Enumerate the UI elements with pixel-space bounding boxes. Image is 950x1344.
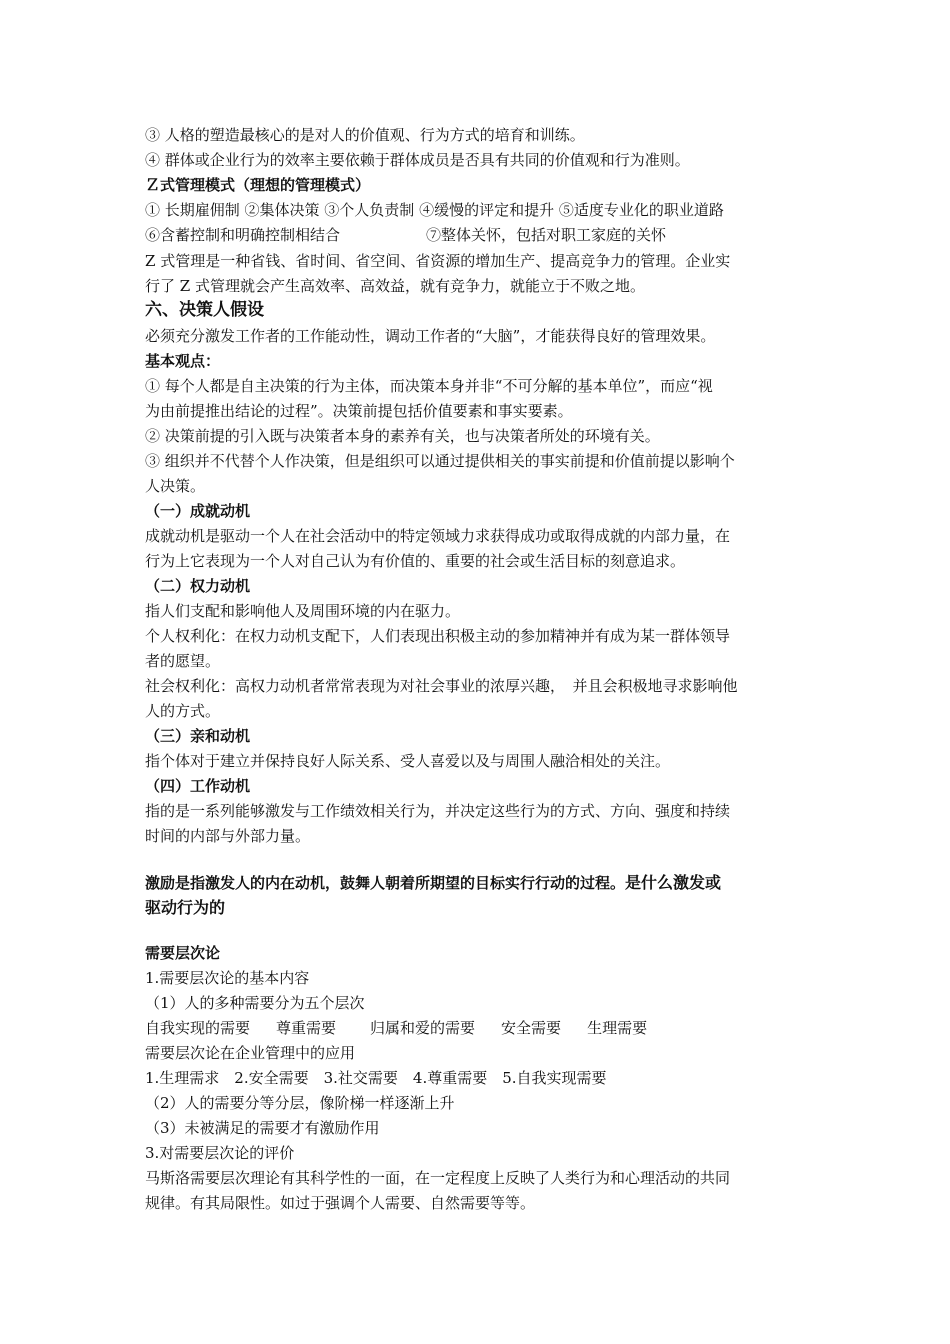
text-line: ① 每个人都是自主决策的行为主体，而决策本身并非“不可分解的基本单位”，而应“视 [145, 377, 713, 395]
subsection-heading: 基本观点： [145, 352, 221, 370]
text-line: ③ 组织并不代替个人作决策，但是组织可以通过提供相关的事实前提和价值前提以影响个 [145, 452, 735, 470]
text-line: 成就动机是驱动一个人在社会活动中的特定领域力求获得成功或取得成就的内部力量，在 [145, 527, 731, 545]
need-level: 自我实现的需要 [145, 1019, 251, 1037]
emphasis-line [145, 873, 815, 895]
text-line: 行了 Z 式管理就会产生高效率、高效益，就有竞争力，就能立于不败之地。 [145, 277, 645, 295]
text-line: 指人们支配和影响他人及周围环境的内在驱力。 [145, 602, 461, 620]
emphasis-line: 驱动行为的 [145, 898, 226, 917]
section-heading: 六、决策人假设 [145, 300, 264, 320]
text-line: 社会权利化：高权力动机者常常表现为对社会事业的浓厚兴趣， 并且会积极地寻求影响他 [145, 677, 738, 695]
text-line: （1）人的多种需要分为五个层次 [145, 994, 365, 1012]
subsection-heading: （三）亲和动机 [145, 727, 251, 745]
need-level: 安全需要 [501, 1019, 562, 1037]
text-line: ① 长期雇佣制 ②集体决策 ③个人负责制 ④缓慢的评定和提升 ⑤适度专业化的职业道路 [145, 201, 724, 219]
text-line [145, 225, 815, 247]
text-line: 指的是一系列能够激发与工作绩效相关行为，并决定这些行为的方式、方向、强度和持续 [145, 802, 731, 820]
need-level: 归属和爱的需要 [370, 1019, 476, 1037]
text-line: 1.需要层次论的基本内容 [145, 969, 310, 987]
text-span: ⑦整体关怀，包括对职工家庭的关怀 [426, 226, 667, 244]
text-line: （3）未被满足的需要才有激励作用 [145, 1119, 380, 1137]
text-line: 规律。有其局限性。如过于强调个人需要、自然需要等等。 [145, 1194, 536, 1212]
text-line: 1.生理需求 2.安全需要 3.社交需要 4.尊重需要 5.自我实现需要 [145, 1069, 607, 1087]
text-line: 需要层次论在企业管理中的应用 [145, 1044, 356, 1062]
text-line: 行为上它表现为一个人对自己认为有价值的、重要的社会或生活目标的刻意追求。 [145, 552, 686, 570]
text-line: Z 式管理是一种省钱、省时间、省空间、省资源的增加生产、提高竞争力的管理。企业实 [145, 252, 731, 270]
text-line: 人决策。 [145, 477, 206, 495]
text-line: ④ 群体或企业行为的效率主要依赖于群体成员是否具有共同的价值观和行为准则。 [145, 151, 690, 169]
text-line: 3.对需要层次论的评价 [145, 1144, 295, 1162]
need-level: 生理需要 [587, 1019, 648, 1037]
text-line: 时间的内部与外部力量。 [145, 827, 311, 845]
text-line: 人的方式。 [145, 702, 221, 720]
need-level: 尊重需要 [276, 1019, 337, 1037]
subsection-heading: （一）成就动机 [145, 502, 251, 520]
text-line: ③ 人格的塑造最核心的是对人的价值观、行为方式的培育和训练。 [145, 126, 585, 144]
text-line: 为由前提推出结论的过程”。决策前提包括价值要素和事实要素。 [145, 402, 573, 420]
section-heading: 需要层次论 [145, 944, 221, 962]
subsection-heading: （四）工作动机 [145, 777, 251, 795]
section-heading: Ｚ式管理模式（理想的管理模式） [145, 176, 371, 194]
text-line: （2）人的需要分等分层，像阶梯一样逐渐上升 [145, 1094, 455, 1112]
text-span: ⑥含蓄控制和明确控制相结合 [145, 226, 341, 244]
text-line: 指个体对于建立并保持良好人际关系、受人喜爱以及与周围人融洽相处的关注。 [145, 752, 671, 770]
text-line: 个人权利化：在权力动机支配下，人们表现出积极主动的参加精神并有成为某一群体领导 [145, 627, 731, 645]
subsection-heading: （二）权力动机 [145, 577, 251, 595]
text-line: 者的愿望。 [145, 652, 221, 670]
need-levels-line [145, 1018, 815, 1040]
text-line: 马斯洛需要层次理论有其科学性的一面，在一定程度上反映了人类行为和心理活动的共同 [145, 1169, 731, 1187]
text-line: ② 决策前提的引入既与决策者本身的素养有关，也与决策者所处的环境有关。 [145, 427, 660, 445]
text-span: 激励是指激发人的内在动机，鼓舞人朝着所期望的目标实行行动的过程。 [145, 874, 626, 892]
text-line: 必须充分激发工作者的工作能动性，调动工作者的“大脑”，才能获得良好的管理效果。 [145, 327, 716, 345]
text-span: 是什么激发或 [625, 873, 722, 892]
